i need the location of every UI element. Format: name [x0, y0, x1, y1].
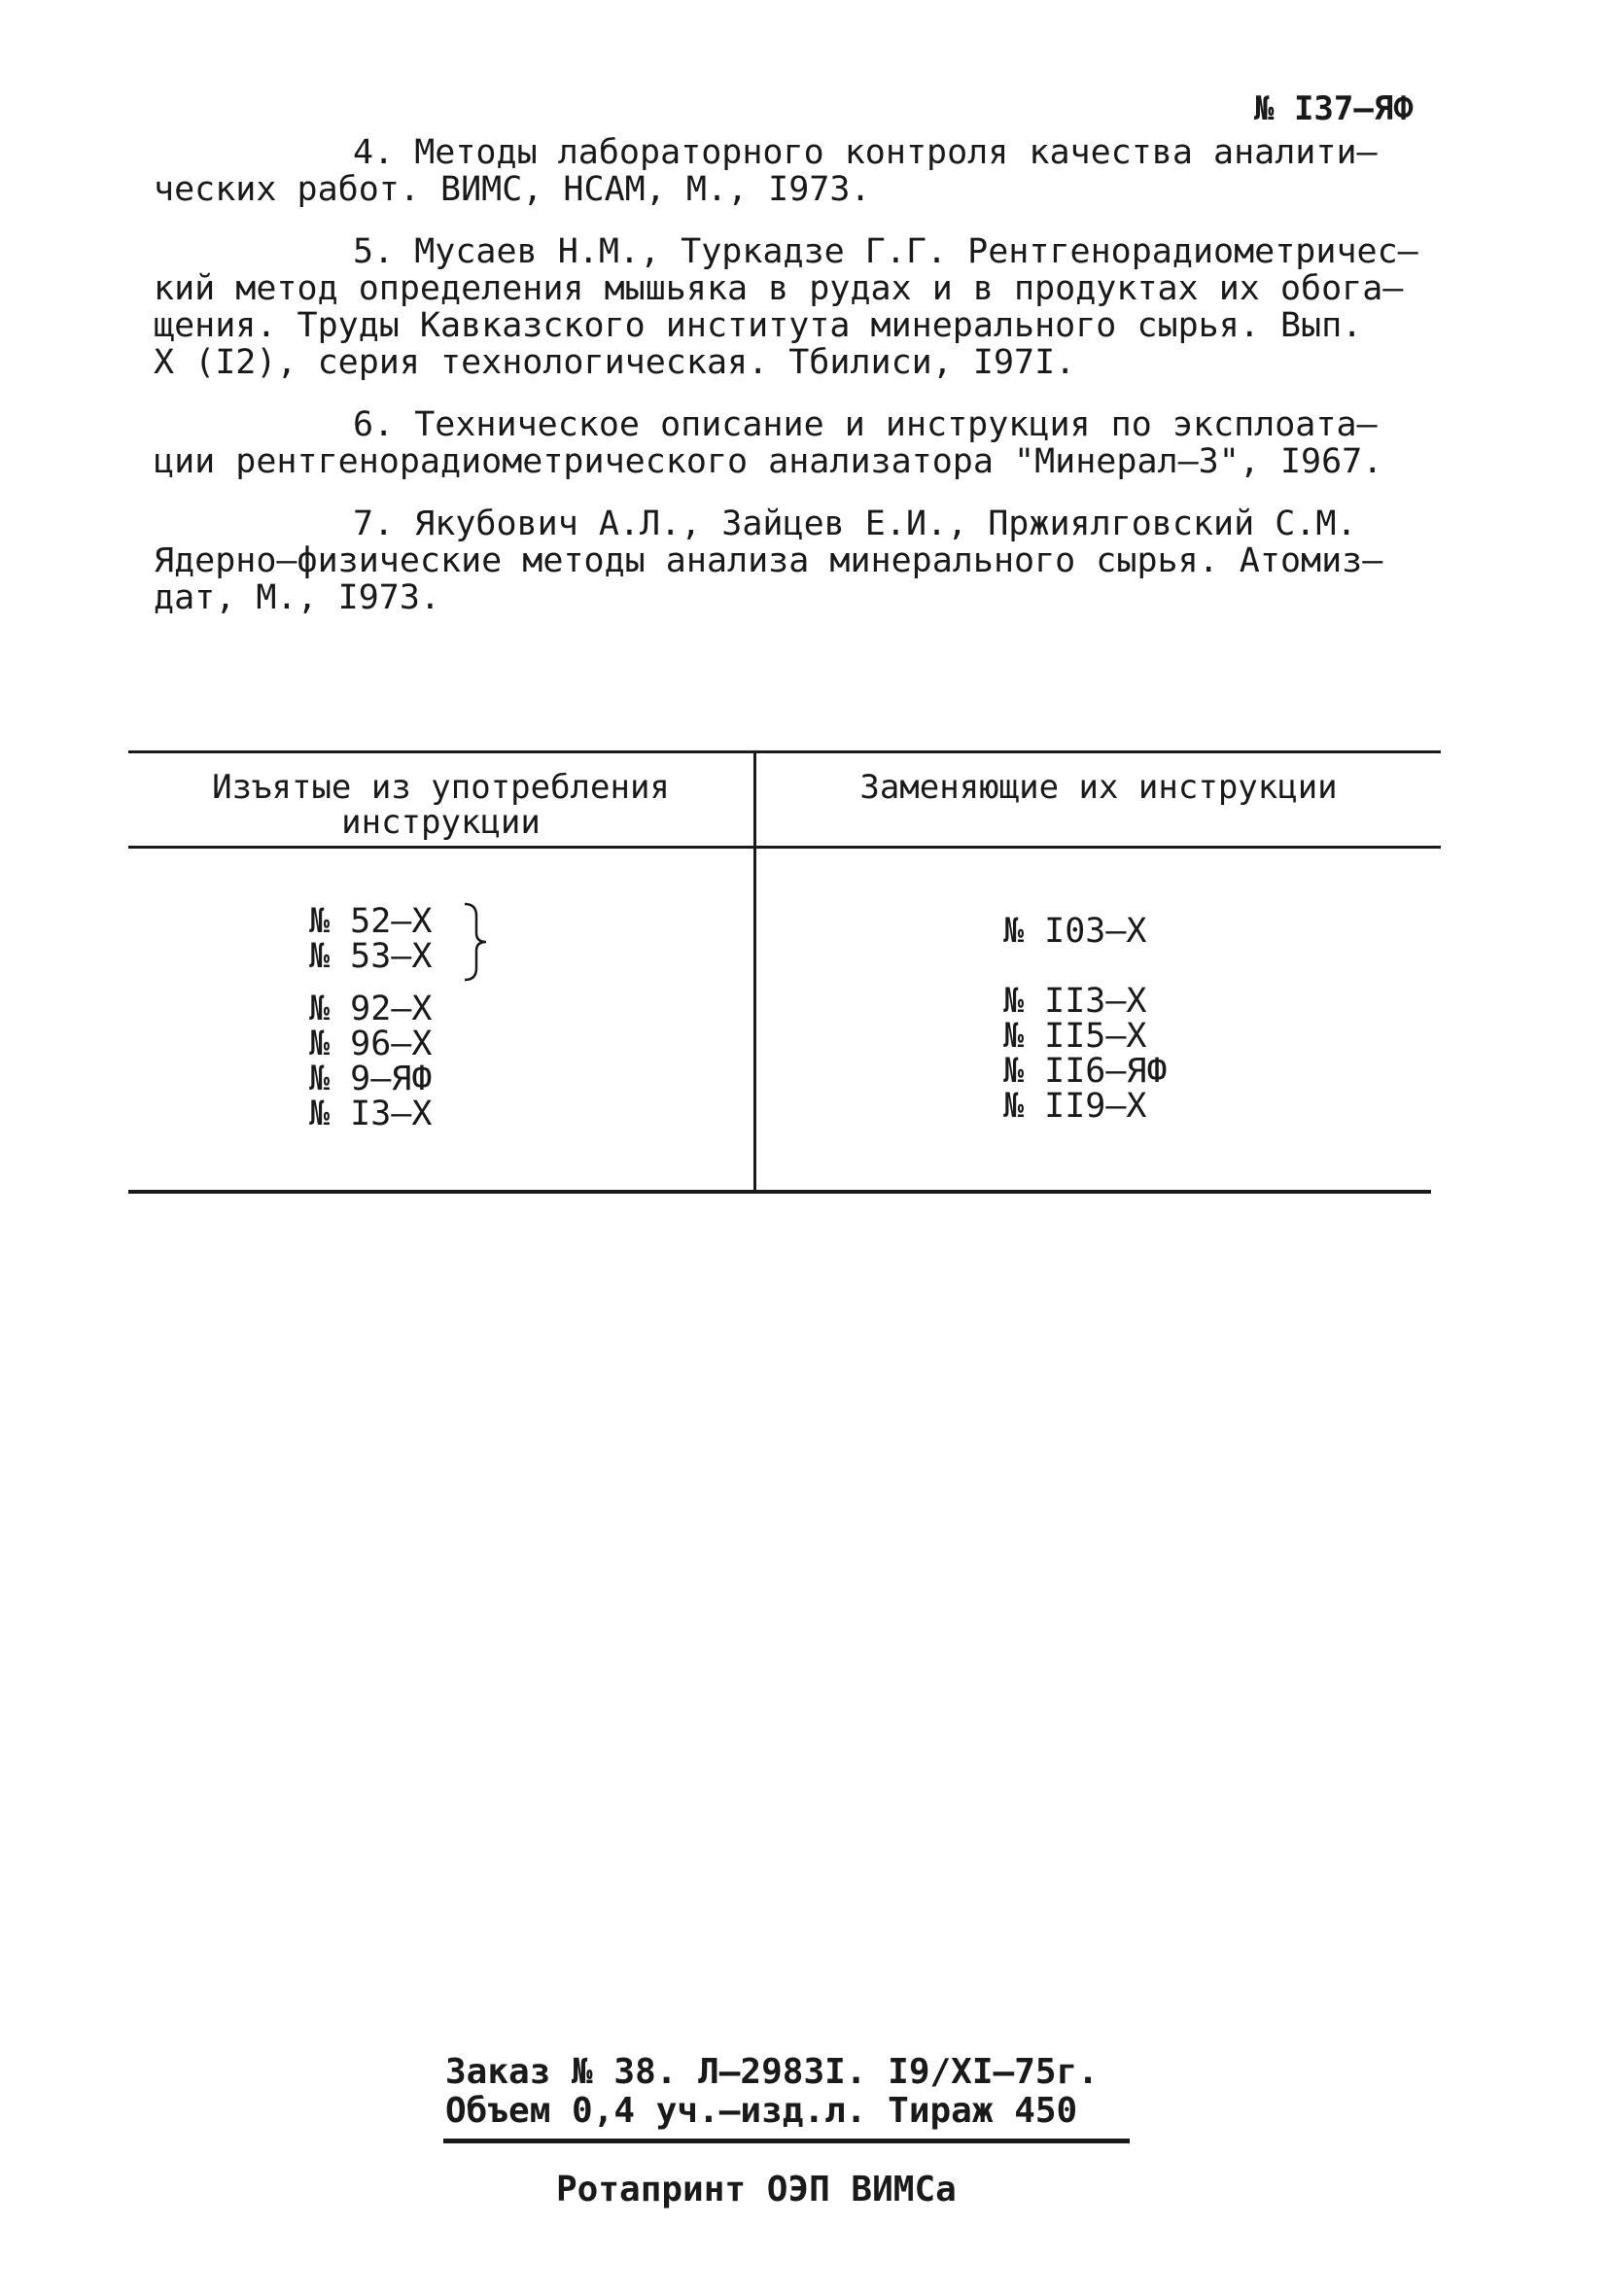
replacing-cell: № II9–Х	[1003, 1087, 1147, 1126]
reference-line: 6. Техническое описание и инструкция по эксплоата–	[353, 405, 1378, 444]
header-replacing: Заменяющие их инструкции	[859, 768, 1338, 807]
reference-line: 7. Якубович А.Л., Зайцев Е.И., Пржиялговский С.М.	[353, 504, 1357, 543]
replacing-cell: № II6–ЯФ	[1003, 1052, 1168, 1091]
reference-line: кий метод определения мышьяка в рудах и в продуктах их обога–	[154, 269, 1404, 308]
withdrawn-cell: № 92–Х	[309, 990, 433, 1028]
printer-line: Ротапринт ОЭП ВИМСа	[556, 2170, 957, 2209]
reference-line: 5. Мусаев Н.М., Туркадзе Г.Г. Рентгенорадиометричес–	[353, 232, 1418, 271]
table-column-divider	[753, 750, 756, 1190]
volume-line: Объем 0,4 уч.–изд.л. Тираж 450	[445, 2091, 1078, 2131]
reference-item	[154, 505, 1447, 616]
imprint-block	[445, 2053, 1099, 2131]
reference-list	[154, 134, 1447, 616]
table-bottom-rule	[128, 1190, 1431, 1194]
table-header-rule	[128, 846, 1441, 849]
replacing-cell: № II5–Х	[1003, 1017, 1147, 1056]
reference-item	[154, 134, 1447, 208]
reference-line: ческих работ. ВИМС, НСАМ, М., I973.	[154, 170, 871, 209]
reference-line: щения. Труды Кавказского института минерального сырья. Вып.	[154, 306, 1363, 345]
withdrawn-cell: № 53–Х	[309, 937, 433, 976]
reference-line: 4. Методы лабораторного контроля качества аналити–	[353, 133, 1378, 172]
table-top-rule	[128, 750, 1441, 753]
reference-line: ции рентгенорадиометрического анализатора "Минерал–3", I967.	[154, 442, 1383, 481]
withdrawn-cell: № I3–Х	[309, 1095, 433, 1133]
reference-line: X (I2), серия технологическая. Тбилиси, I97I.	[154, 343, 1076, 382]
order-line: Заказ № 38. Л–2983I. I9/XI–75г.	[445, 2052, 1099, 2092]
withdrawn-cell: № 9–ЯФ	[309, 1060, 433, 1098]
document-number: № I37–ЯФ	[1254, 89, 1414, 128]
reference-line: Ядерно–физические методы анализа минерального сырья. Атомиз–	[154, 541, 1383, 580]
imprint-rule	[443, 2139, 1130, 2143]
withdrawn-cell: № 96–Х	[309, 1025, 433, 1063]
reference-item	[154, 406, 1447, 480]
header-withdrawn: Изъятые из употребления инструкции	[212, 768, 670, 842]
brace-icon	[461, 902, 490, 982]
replacing-cell: № II3–Х	[1003, 982, 1147, 1021]
reference-line: дат, М., I973.	[154, 578, 441, 617]
withdrawn-cell: № 52–Х	[309, 902, 433, 941]
reference-item	[154, 233, 1447, 381]
replacing-cell: № I03–Х	[1003, 912, 1147, 951]
